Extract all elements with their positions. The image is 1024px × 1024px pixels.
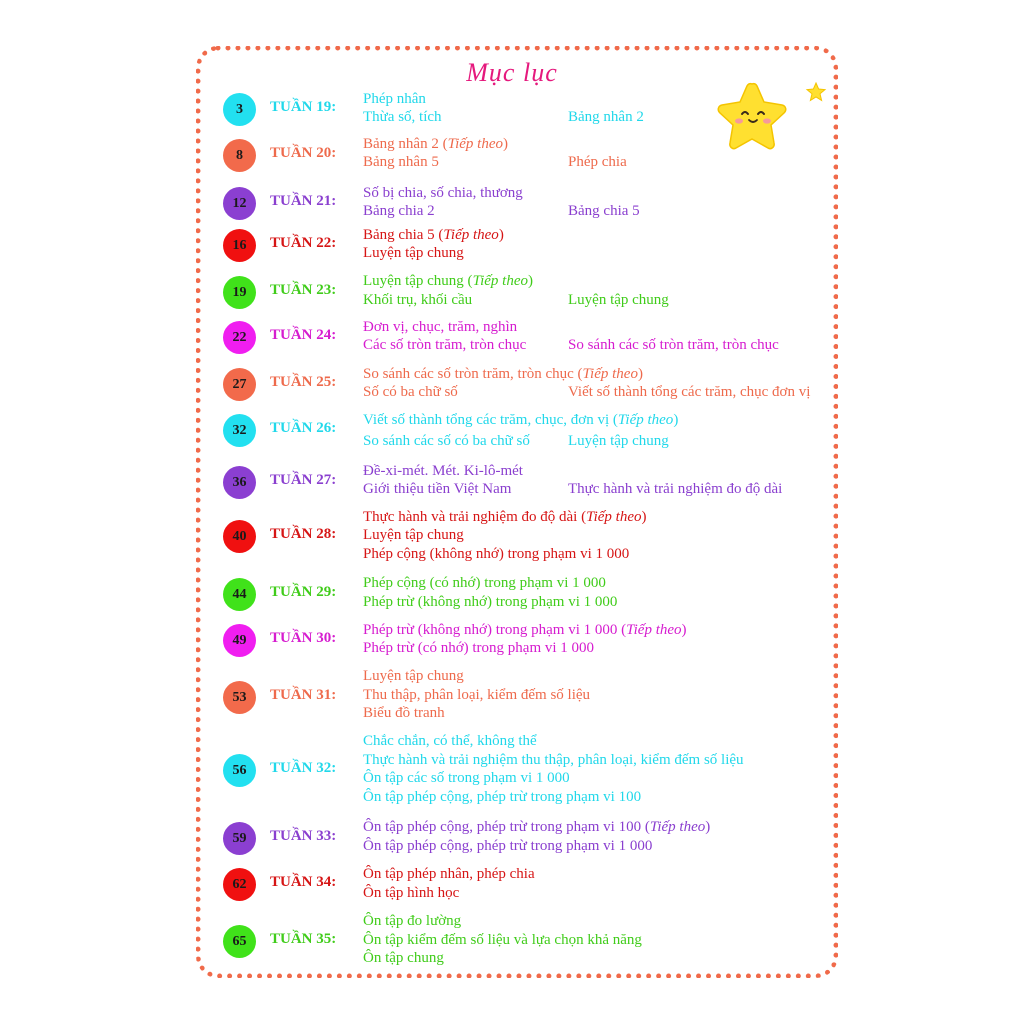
lesson-text: Thu thập, phân loại, kiểm đếm số liệu xyxy=(363,687,591,703)
lesson-text: Luyện tập chung ( xyxy=(363,273,473,289)
lesson-text: Ôn tập hình học xyxy=(363,885,460,901)
week-label: TUẦN 31: xyxy=(270,687,337,703)
page-number-badge: 8 xyxy=(223,139,256,172)
lesson-text: Bảng chia 2 xyxy=(363,203,435,219)
continued-label: Tiếp theo xyxy=(472,273,528,289)
page-number-badge: 32 xyxy=(223,414,256,447)
lesson-title xyxy=(363,913,461,930)
lesson-text: Biểu đồ tranh xyxy=(363,705,445,721)
page-number-badge: 49 xyxy=(223,624,256,657)
lesson-title xyxy=(363,594,617,611)
week-label: TUẦN 28: xyxy=(270,526,337,542)
lesson-title xyxy=(363,509,647,526)
lesson-text: Bảng chia 5 xyxy=(568,203,640,219)
week-label: TUẦN 19: xyxy=(270,99,337,115)
lesson-text: Thực hành và trải nghiệm đo độ dài xyxy=(568,481,783,497)
continued-label: Tiếp theo xyxy=(582,366,638,382)
lesson-title xyxy=(363,136,508,153)
page-number-badge: 19 xyxy=(223,276,256,309)
lesson-title xyxy=(363,733,537,750)
lesson-text: Khối trụ, khối cầu xyxy=(363,292,473,308)
lesson-text: Ôn tập các số trong phạm vi 1 000 xyxy=(363,770,570,786)
week-label: TUẦN 26: xyxy=(270,420,337,436)
lesson-title xyxy=(363,463,523,480)
page-number-badge: 27 xyxy=(223,368,256,401)
lesson-text: Đề-xi-mét. Mét. Ki-lô-mét xyxy=(363,463,523,479)
week-label: TUẦN 25: xyxy=(270,374,337,390)
continued-label: Tiếp theo xyxy=(626,622,682,638)
page-number-badge: 3 xyxy=(223,93,256,126)
lesson-text: Ôn tập đo lường xyxy=(363,913,462,929)
lesson-title xyxy=(363,527,464,544)
lesson-text: Bảng chia 5 ( xyxy=(363,227,444,243)
lesson-text: Số bị chia, số chia, thương xyxy=(363,185,523,201)
page-number-badge: 12 xyxy=(223,187,256,220)
closing-paren: ) xyxy=(503,136,508,152)
lesson-text: Phép trừ (không nhớ) trong phạm vi 1 000 xyxy=(363,594,618,610)
week-label: TUẦN 34: xyxy=(270,874,337,890)
lesson-title xyxy=(363,640,594,657)
lesson-text: Luyện tập chung xyxy=(568,292,669,308)
page-number-badge: 59 xyxy=(223,822,256,855)
closing-paren: ) xyxy=(527,273,533,289)
lesson-text: Các số tròn trăm, tròn chục xyxy=(363,337,527,353)
lesson-text: Phép trừ (không nhớ) trong phạm vi 1 000 ( xyxy=(363,622,627,638)
lesson-title xyxy=(363,752,744,769)
page-number-badge: 53 xyxy=(223,681,256,714)
week-label: TUẦN 33: xyxy=(270,828,337,844)
lesson-text: Phép cộng (có nhớ) trong phạm vi 1 000 xyxy=(363,575,606,591)
lesson-title xyxy=(363,185,523,202)
lesson-title xyxy=(363,273,533,290)
lesson-title xyxy=(363,866,535,883)
page-title: Mục lục xyxy=(466,58,558,87)
week-label: TUẦN 29: xyxy=(270,584,337,600)
page-number-badge: 65 xyxy=(223,925,256,958)
lesson-text: Ôn tập kiểm đếm số liệu và lựa chọn khả năng xyxy=(363,932,642,948)
lesson-text: Bảng nhân 2 ( xyxy=(363,136,448,152)
lesson-title xyxy=(363,819,710,836)
lesson-text: Ôn tập phép nhân, phép chia xyxy=(363,866,535,882)
continued-label: Tiếp theo xyxy=(649,819,706,835)
lesson-title xyxy=(363,770,570,787)
lesson-text: Phép trừ (có nhớ) trong phạm vi 1 000 xyxy=(363,640,595,656)
lesson-text: Ôn tập phép cộng, phép trừ trong phạm vi 100 xyxy=(363,789,642,805)
lesson-text: So sánh các số có ba chữ số xyxy=(363,433,530,449)
lesson-title xyxy=(363,154,439,171)
lesson-text: Viết số thành tổng các trăm, chục đơn vị xyxy=(568,384,811,400)
continued-label: Tiếp theo xyxy=(617,412,674,428)
lesson-text: Thực hành và trải nghiệm thu thập, phân loại, kiểm đếm số liệu xyxy=(363,752,744,768)
lesson-title xyxy=(568,433,669,450)
lesson-text: Giới thiệu tiền Việt Nam xyxy=(363,481,512,497)
lesson-text: Phép cộng (không nhớ) trong phạm vi 1 000 xyxy=(363,546,630,562)
lesson-text: So sánh các số tròn trăm, tròn chục xyxy=(568,337,779,353)
week-label: TUẦN 20: xyxy=(270,145,337,161)
lesson-title xyxy=(363,91,426,108)
smiling-star-icon xyxy=(708,80,792,156)
page-number-badge: 16 xyxy=(223,229,256,262)
week-label: TUẦN 30: xyxy=(270,630,337,646)
lesson-text: Thừa số, tích xyxy=(363,109,442,125)
lesson-text: Chắc chắn, có thể, không thể xyxy=(363,733,537,749)
page-number-badge: 44 xyxy=(223,578,256,611)
lesson-title xyxy=(363,705,445,722)
lesson-title xyxy=(568,109,644,126)
closing-paren: ) xyxy=(681,622,687,638)
lesson-title xyxy=(363,337,526,354)
lesson-title xyxy=(363,319,517,336)
lesson-text: Thực hành và trải nghiệm đo độ dài ( xyxy=(363,509,587,525)
lesson-title xyxy=(363,203,435,220)
lesson-title xyxy=(363,687,590,704)
lesson-title xyxy=(363,668,464,685)
lesson-title xyxy=(568,384,810,401)
week-label: TUẦN 32: xyxy=(270,760,337,776)
closing-paren: ) xyxy=(641,509,647,525)
lesson-title xyxy=(363,885,459,902)
lesson-title xyxy=(568,154,627,171)
lesson-title xyxy=(363,227,504,244)
lesson-text: Bảng nhân 5 xyxy=(363,154,439,170)
lesson-title xyxy=(363,622,687,639)
lesson-text: Phép chia xyxy=(568,154,627,170)
lesson-title xyxy=(363,481,511,498)
lesson-text: Luyện tập chung xyxy=(568,433,669,449)
lesson-title xyxy=(568,337,779,354)
small-star-icon xyxy=(805,82,827,102)
lesson-text: Ôn tập phép cộng, phép trừ trong phạm vi 1 000 xyxy=(363,838,653,854)
lesson-title xyxy=(363,412,678,429)
lesson-text: Bảng nhân 2 xyxy=(568,109,644,125)
lesson-title xyxy=(363,109,442,126)
lesson-title xyxy=(363,789,641,806)
week-label: TUẦN 24: xyxy=(270,327,337,343)
lesson-title xyxy=(363,575,606,592)
lesson-title xyxy=(363,950,444,967)
lesson-title xyxy=(568,203,640,220)
week-label: TUẦN 22: xyxy=(270,235,337,251)
lesson-text: Đơn vị, chục, trăm, nghìn xyxy=(363,319,518,335)
lesson-text: Viết số thành tổng các trăm, chục, đơn vị ( xyxy=(363,412,618,428)
lesson-text: So sánh các số tròn trăm, tròn chục ( xyxy=(363,366,583,382)
continued-label: Tiếp theo xyxy=(447,136,503,152)
week-label: TUẦN 27: xyxy=(270,472,337,488)
week-label: TUẦN 35: xyxy=(270,931,337,947)
lesson-title xyxy=(363,366,643,383)
page-number-badge: 56 xyxy=(223,754,256,787)
continued-label: Tiếp theo xyxy=(443,227,499,243)
lesson-title xyxy=(363,245,464,262)
lesson-title xyxy=(363,292,472,309)
closing-paren: ) xyxy=(637,366,643,382)
closing-paren: ) xyxy=(705,819,711,835)
lesson-text: Ôn tập chung xyxy=(363,950,444,966)
week-label: TUẦN 23: xyxy=(270,282,337,298)
continued-label: Tiếp theo xyxy=(586,509,642,525)
lesson-title xyxy=(568,292,669,309)
lesson-text: Số có ba chữ số xyxy=(363,384,458,400)
lesson-title xyxy=(363,433,530,450)
week-label: TUẦN 21: xyxy=(270,193,337,209)
lesson-title xyxy=(363,384,458,401)
lesson-title xyxy=(363,546,629,563)
lesson-text: Luyện tập chung xyxy=(363,245,464,261)
lesson-text: Luyện tập chung xyxy=(363,527,464,543)
lesson-text: Luyện tập chung xyxy=(363,668,464,684)
page-number-badge: 36 xyxy=(223,466,256,499)
lesson-text: Phép nhân xyxy=(363,91,426,107)
page-number-badge: 22 xyxy=(223,321,256,354)
page-number-badge: 40 xyxy=(223,520,256,553)
lesson-title xyxy=(568,481,782,498)
closing-paren: ) xyxy=(673,412,679,428)
lesson-title xyxy=(363,932,642,949)
lesson-text: Ôn tập phép cộng, phép trừ trong phạm vi 100 ( xyxy=(363,819,650,835)
lesson-title xyxy=(363,838,652,855)
closing-paren: ) xyxy=(498,227,504,243)
page-number-badge: 62 xyxy=(223,868,256,901)
